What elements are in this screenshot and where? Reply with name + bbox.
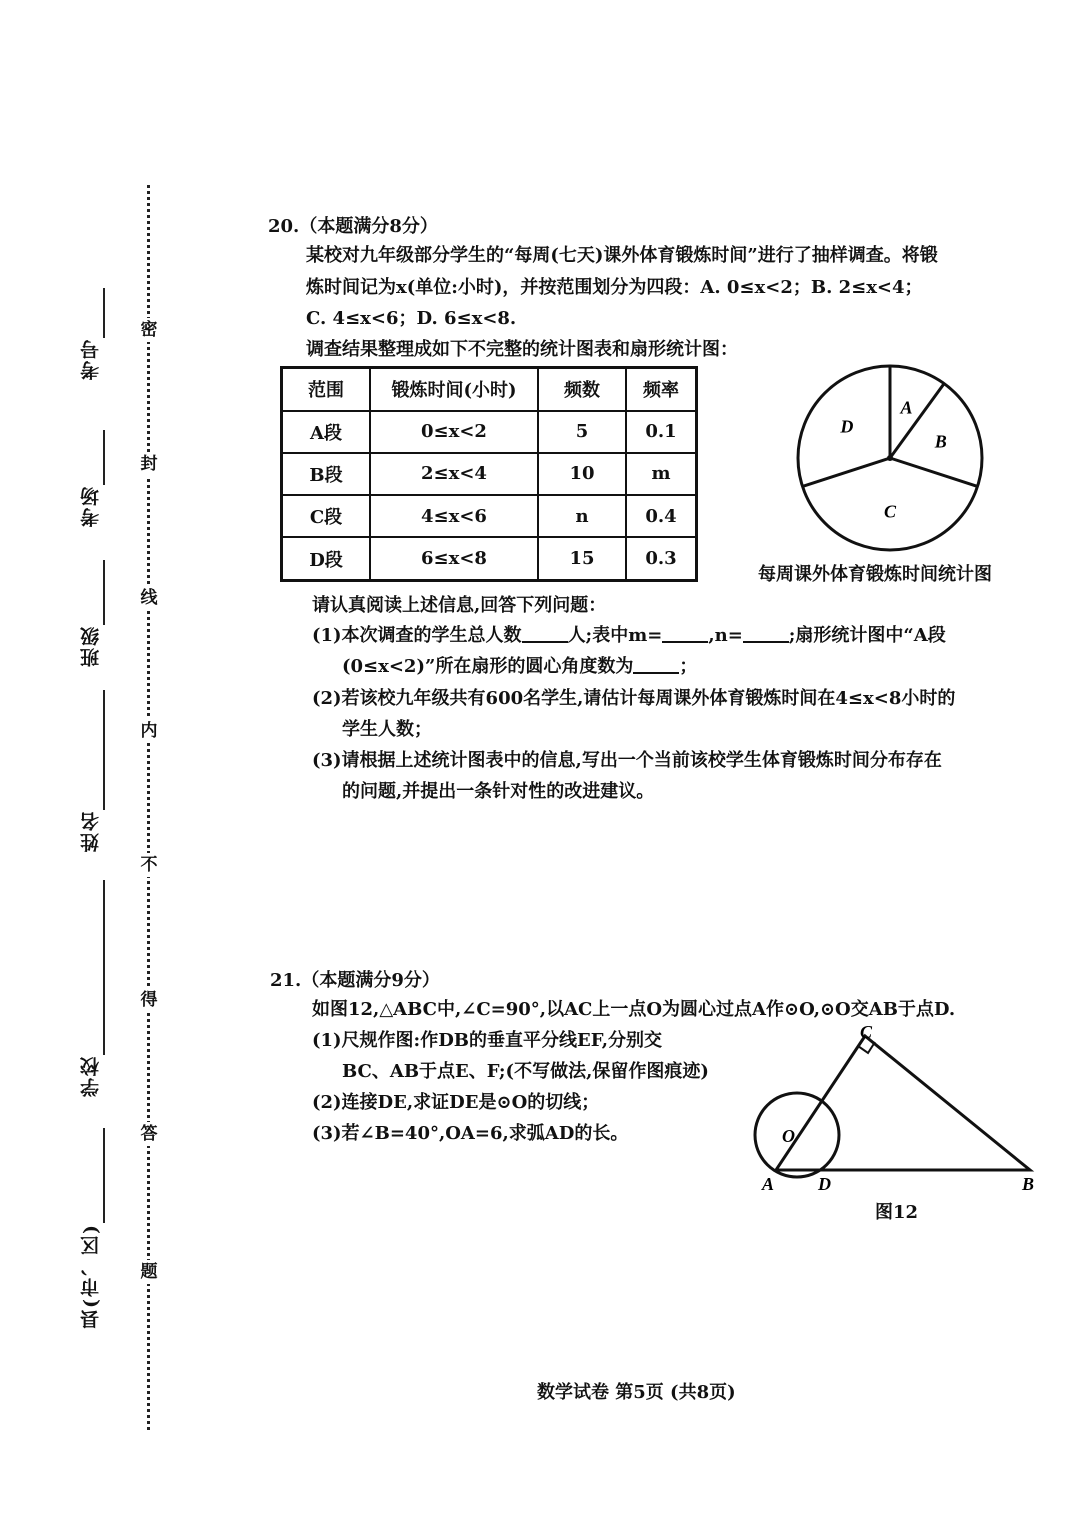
- q20-sub1-text: ;扇形统计图中“A段: [788, 625, 946, 646]
- fill-line[interactable]: [103, 560, 105, 625]
- page-footer: 数学试卷 第5页 (共8页): [537, 1382, 736, 1403]
- q21-line: (1)尺规作图:作DB的垂直平分线EF,分别交: [312, 1030, 662, 1051]
- table-cell: 5: [538, 411, 626, 453]
- q20-sub3-line1: (3)请根据上述统计图表中的信息,写出一个当前该校学生体育锻炼时间分布存在: [312, 750, 942, 771]
- seal-char: 不: [137, 853, 161, 877]
- field-exam-number: [70, 288, 110, 380]
- pie-slice-boundary: [890, 458, 977, 486]
- pie-slice-label: A: [900, 397, 913, 418]
- q20-prompt: 请认真阅读上述信息,回答下列问题：: [312, 595, 607, 616]
- answer-blank-total[interactable]: [522, 623, 568, 643]
- field-name: [70, 690, 110, 852]
- table-cell: 10: [538, 453, 626, 495]
- field-label: 学校: [79, 1055, 102, 1097]
- frequency-table: [280, 366, 698, 582]
- q20-line: 炼时间记为x(单位:小时)，并按范围划分为四段：A. 0≤x<2；B. 2≤x<4；: [306, 277, 923, 298]
- q20-title: 20.（本题满分8分）: [268, 216, 438, 237]
- seal-char: 得: [137, 988, 161, 1012]
- q20-sub1-line2: [342, 651, 697, 683]
- point-label-d: D: [818, 1174, 831, 1194]
- pie-slice-label: D: [840, 416, 854, 437]
- table-cell: D段: [282, 537, 371, 580]
- field-class: [70, 560, 110, 667]
- pie-slice-label: B: [934, 431, 947, 452]
- field-label: 考场: [79, 485, 102, 527]
- table-header-cell: 范围: [282, 368, 371, 411]
- field-exam-room: [70, 430, 110, 527]
- table-row: [282, 495, 697, 537]
- figure-12-caption: 图12: [875, 1202, 919, 1223]
- q20-sub1-text: 人;表中m=: [567, 625, 663, 646]
- q21-line: BC、AB于点E、F;(不写做法,保留作图痕迹): [342, 1061, 709, 1082]
- table-cell: 4≤x<6: [370, 495, 538, 537]
- q20-sub1-text: (1)本次调查的学生总人数: [312, 625, 522, 646]
- q20-sub3-line2: 的问题,并提出一条针对性的改进建议。: [342, 781, 655, 802]
- table-cell: m: [626, 453, 697, 495]
- fill-line[interactable]: [103, 880, 105, 1055]
- q21-line: (3)若∠B=40°,OA=6,求弧AD的长。: [312, 1123, 629, 1144]
- field-label: 姓名: [79, 810, 102, 852]
- q20-sub1-line1: [312, 620, 946, 652]
- field-label: 班级: [79, 625, 102, 667]
- q21-line: (2)连接DE,求证DE是⊙O的切线；: [312, 1092, 600, 1113]
- table-row: [282, 453, 697, 495]
- field-label: 考号: [79, 338, 102, 380]
- q21-title: 21.（本题满分9分）: [270, 970, 440, 991]
- table-cell: 0.1: [626, 411, 697, 453]
- table-header-row: [282, 368, 697, 411]
- seal-char: 内: [137, 719, 161, 743]
- table-cell: n: [538, 495, 626, 537]
- field-county: [70, 1128, 110, 1329]
- table-cell: 0≤x<2: [370, 411, 538, 453]
- pie-slice-boundary: [803, 458, 890, 486]
- point-label-a: A: [762, 1174, 775, 1194]
- pie-center-dot: [887, 455, 893, 461]
- table-cell: 0.4: [626, 495, 697, 537]
- field-label: 县(市、区): [79, 1223, 102, 1329]
- table-cell: B段: [282, 453, 371, 495]
- pie-slice-label: C: [883, 501, 897, 522]
- pie-caption: 每周课外体育锻炼时间统计图: [758, 564, 992, 585]
- fill-line[interactable]: [103, 690, 105, 810]
- triangle-abc: [776, 1036, 1030, 1170]
- q21-line: 如图12,△ABC中,∠C=90°,以AC上一点O为圆心过点A作⊙O,⊙O交AB于点D.: [312, 999, 956, 1020]
- q20-line: 某校对九年级部分学生的“每周(七天)课外体育锻炼时间”进行了抽样调查。将锻: [306, 245, 938, 266]
- table-row: [282, 537, 697, 580]
- seal-char: 线: [137, 586, 161, 610]
- answer-blank-n[interactable]: [743, 623, 789, 643]
- table-row: [282, 411, 697, 453]
- table-cell: 15: [538, 537, 626, 580]
- answer-blank-m[interactable]: [662, 623, 708, 643]
- table-header-cell: 锻炼时间(小时): [370, 368, 538, 411]
- q20-sub2-line1: (2)若该校九年级共有600名学生,请估计每周课外体育锻炼时间在4≤x<8小时的: [312, 688, 956, 709]
- q20-sub2-line2: 学生人数；: [342, 719, 432, 740]
- seal-char: 答: [137, 1122, 161, 1146]
- fill-line[interactable]: [103, 430, 105, 485]
- q20-sub1-text: ；: [679, 656, 698, 677]
- figure-12: [740, 1020, 1050, 1200]
- fill-line[interactable]: [103, 1128, 105, 1223]
- seal-char: 密: [137, 318, 161, 342]
- table-cell: 2≤x<4: [370, 453, 538, 495]
- table-header-cell: 频率: [626, 368, 697, 411]
- point-label-o: O: [782, 1126, 795, 1146]
- seal-char: 封: [137, 452, 161, 476]
- table-cell: 0.3: [626, 537, 697, 580]
- q20-line: C. 4≤x<6；D. 6≤x<8.: [306, 308, 517, 329]
- pie-slices: [798, 366, 982, 550]
- table-cell: 6≤x<8: [370, 537, 538, 580]
- seal-char: 题: [137, 1260, 161, 1284]
- q20-sub1-text: ,n=: [708, 625, 743, 646]
- table-cell: C段: [282, 495, 371, 537]
- field-school: [70, 880, 110, 1097]
- table-cell: A段: [282, 411, 371, 453]
- fill-line[interactable]: [103, 288, 105, 338]
- point-label-c: C: [860, 1022, 873, 1042]
- q20-line: 调查结果整理成如下不完整的统计图表和扇形统计图：: [306, 339, 738, 360]
- table-header-cell: 频数: [538, 368, 626, 411]
- answer-blank-angle[interactable]: [633, 654, 679, 674]
- binding-dotted-line: [147, 185, 150, 1430]
- pie-chart: [780, 355, 1000, 575]
- q20-sub1-text: (0≤x<2)”所在扇形的圆心角度数为: [342, 656, 634, 677]
- circle-o: [755, 1093, 839, 1177]
- point-label-b: B: [1022, 1174, 1035, 1194]
